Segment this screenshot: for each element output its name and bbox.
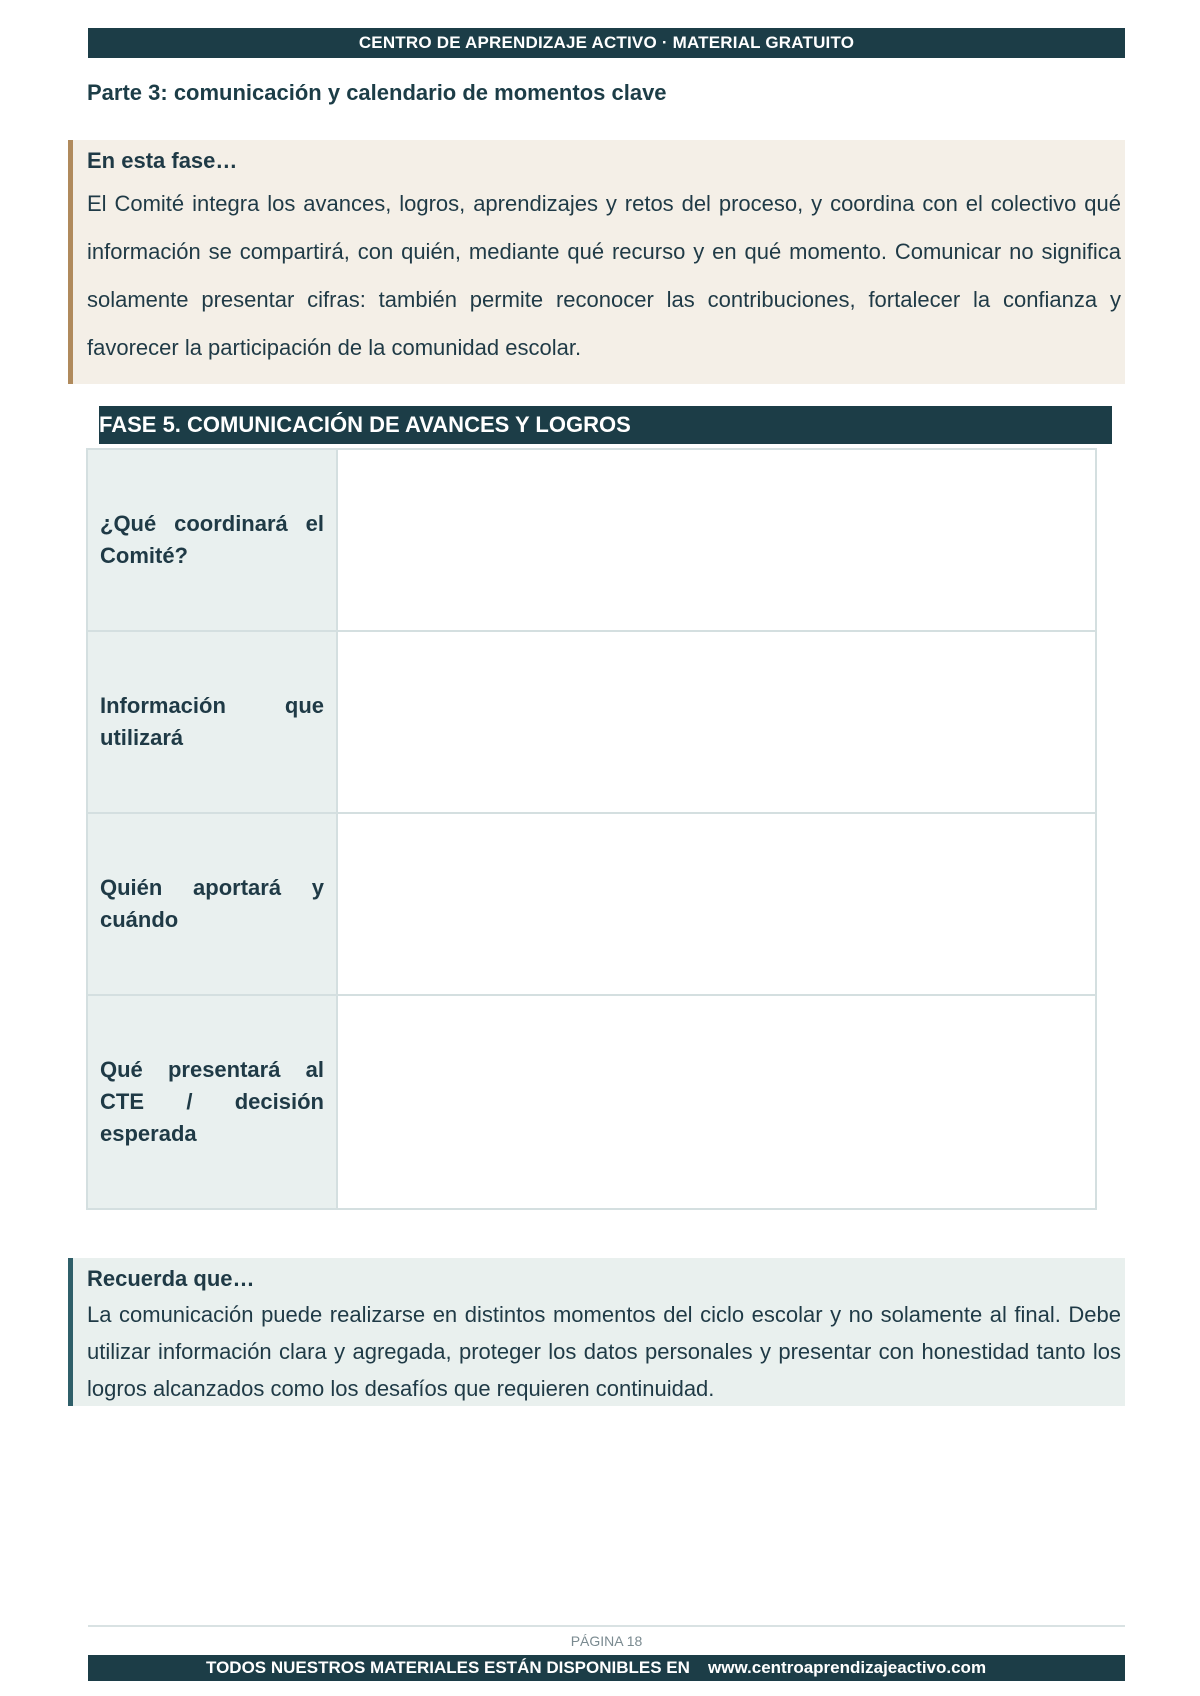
phase-table-header: FASE 5. COMUNICACIÓN DE AVANCES Y LOGROS bbox=[99, 406, 1112, 444]
header-banner bbox=[88, 28, 1125, 58]
table-row bbox=[87, 631, 1096, 813]
answer-cell-coordinate[interactable] bbox=[337, 449, 1096, 631]
remember-callout-body: La comunicación puede realizarse en distintos momentos del ciclo escolar y no solamente al final. Debe utilizar información clara y agregada, proteger los datos personales y presentar con honestidad tanto los logros alcanzados como los desafíos que requieren continuidad. bbox=[87, 1302, 1121, 1401]
phase-callout bbox=[68, 140, 1125, 384]
page-number: PÁGINA 18 bbox=[570, 1633, 643, 1649]
answer-cell-cte-decision[interactable] bbox=[337, 995, 1096, 1209]
row-label-who-when: Quién aportará y cuándo bbox=[87, 813, 337, 995]
part-title: Parte 3: comunicación y calendario de momentos clave bbox=[87, 80, 667, 105]
header-banner-text: CENTRO DE APRENDIZAJE ACTIVO · MATERIAL GRATUITO bbox=[358, 33, 855, 52]
footer-website-link[interactable]: www.centroaprendizajeactivo.com bbox=[708, 1658, 987, 1677]
footer-banner bbox=[88, 1655, 1125, 1681]
answer-cell-who-when[interactable] bbox=[337, 813, 1096, 995]
footer-divider bbox=[88, 1625, 1125, 1627]
phase-callout-body: El Comité integra los avances, logros, aprendizajes y retos del proceso, y coordina con el colectivo qué información se compartirá, con quién, mediante qué recurso y en qué momento. Comunicar no significa solamente presentar cifras: también permite reconocer las contribuciones, fortalecer la confianza y favorecer la participación de la comunidad escolar. bbox=[87, 191, 1121, 360]
row-label-coordinate: ¿Qué coordinará el Comité? bbox=[87, 449, 337, 631]
table-row bbox=[87, 813, 1096, 995]
phase-callout-title: En esta fase… bbox=[87, 148, 238, 173]
table-row bbox=[87, 995, 1096, 1209]
remember-callout bbox=[68, 1258, 1125, 1406]
remember-callout-title: Recuerda que… bbox=[87, 1266, 255, 1291]
footer-text: TODOS NUESTROS MATERIALES ESTÁN DISPONIBLES EN bbox=[206, 1658, 690, 1677]
row-label-information: Información que utilizará bbox=[87, 631, 337, 813]
phase-table bbox=[86, 448, 1097, 1210]
answer-cell-information[interactable] bbox=[337, 631, 1096, 813]
row-label-cte-decision: Qué presentará al CTE / decisión esperada bbox=[87, 995, 337, 1209]
table-row bbox=[87, 449, 1096, 631]
